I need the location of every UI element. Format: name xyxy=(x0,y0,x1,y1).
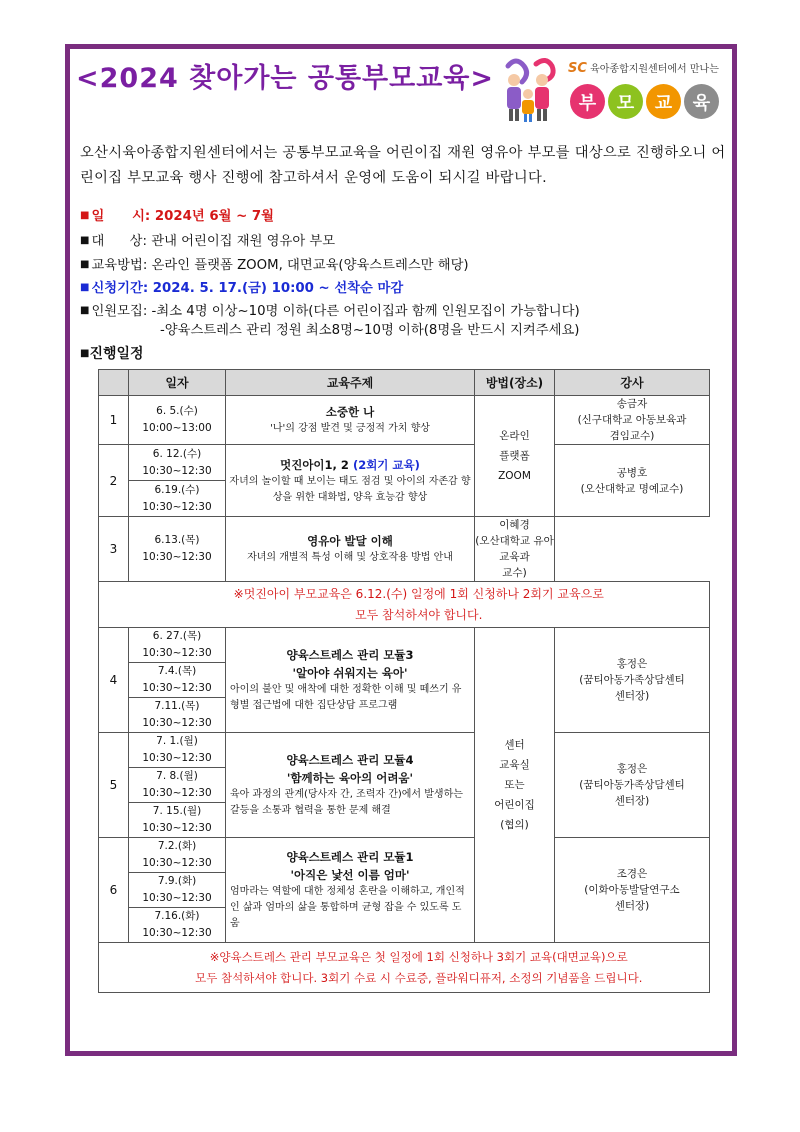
table-note-row xyxy=(99,582,710,628)
info-recruit: ■ 인원모집: -최소 4명 이상~10명 이하(다른 어린이집과 함께 인원모집이 가능합니다) xyxy=(80,304,580,319)
row-date: 7.4.(목) 10:30~12:30 xyxy=(129,663,226,698)
table-header-row xyxy=(99,370,710,396)
logo-char: 육 xyxy=(684,84,719,119)
row-date: 6. 5.(수) 10:00~13:00 xyxy=(129,396,226,445)
header-topic: 교육주제 xyxy=(226,370,475,396)
bullet-square-icon: ■ xyxy=(80,210,90,221)
row-instructor: 홍정은 (꿈티아동가족상담센티 센터장) xyxy=(555,733,710,838)
logo-caption-text: 육아종합지원센터에서 만나는 xyxy=(590,64,719,75)
table-row xyxy=(99,445,710,481)
logo-char: 모 xyxy=(608,84,643,119)
row-date: 7. 15.(월) 10:30~12:30 xyxy=(129,803,226,838)
row-number: 4 xyxy=(99,628,129,733)
table-row xyxy=(99,517,710,582)
row-instructor: 홍정은 (꿈티아동가족상담센티 센터장) xyxy=(555,628,710,733)
intro-paragraph: 오산시육아종합지원센터에서는 공통부모교육을 어린이집 재원 영유아 부모를 대상으로 진행하오니 어린이집 부모교육 행사 진행에 참고하셔서 운영에 도움이 되시길 바랍니다. xyxy=(80,145,726,186)
row-topic: 영유아 발달 이해 자녀의 개별적 특성 이해 및 상호작용 방법 안내 xyxy=(226,517,475,582)
bullet-square-icon: ■ xyxy=(80,259,90,270)
row-number: 6 xyxy=(99,838,129,943)
row-number: 2 xyxy=(99,445,129,517)
row-date: 6. 27.(목) 10:30~12:30 xyxy=(129,628,226,663)
table-row xyxy=(99,628,710,663)
row-number: 5 xyxy=(99,733,129,838)
row-topic: 양육스트레스 관리 모듈4 '함께하는 육아의 어려움' 육아 과정의 관계(당사자 간, 조력자 간)에서 발생하는 갈등을 소통과 협력을 통한 문제 해결 xyxy=(226,733,475,838)
logo-char: 교 xyxy=(646,84,681,119)
row-number: 1 xyxy=(99,396,129,445)
header-instructor: 강사 xyxy=(555,370,710,396)
header-no xyxy=(99,370,129,396)
schedule-table xyxy=(98,369,710,993)
table-row xyxy=(99,838,710,873)
bullet-square-icon: ■ xyxy=(80,282,90,293)
row-instructor: 이혜경 (오산대학교 유아교육과 교수) xyxy=(475,517,555,582)
row-date: 7.2.(화) 10:30~12:30 xyxy=(129,838,226,873)
row-date: 7.11.(목) 10:30~12:30 xyxy=(129,698,226,733)
table-row xyxy=(99,733,710,768)
info-target: ■ 대 상: 관내 어린이집 재원 영유아 부모 xyxy=(80,234,336,249)
note-nice-child: ※멋진아이 부모교육은 6.12.(수) 일정에 1회 신청하나 2회기 교육으로 모두 참석하셔야 합니다. xyxy=(129,582,710,628)
row-date: 7.9.(화) 10:30~12:30 xyxy=(129,873,226,908)
note-stress-management: ※양육스트레스 관리 부모교육은 첫 일정에 1회 신청하나 3회기 교육(대면교육)으로 모두 참석하셔야 합니다. 3회기 수료 시 수료증, 플라워디퓨저, 소정의 기념품을 드립니다. xyxy=(129,943,710,993)
header-method: 방법(장소) xyxy=(475,370,555,396)
bullet-square-icon: ■ xyxy=(80,348,90,359)
logo-char: 부 xyxy=(570,84,605,119)
table-note-row xyxy=(99,943,710,993)
bullet-square-icon: ■ xyxy=(80,305,90,316)
row-date: 6.19.(수) 10:30~12:30 xyxy=(129,481,226,517)
row-date: 7.16.(화) 10:30~12:30 xyxy=(129,908,226,943)
page-title: <2024 찾아가는 공통부모교육> xyxy=(76,63,495,94)
row-topic: 소중한 나 '나'의 강점 발견 및 긍정적 가치 향상 xyxy=(226,396,475,445)
row-number: 3 xyxy=(99,517,129,582)
table-row xyxy=(99,396,710,445)
row-instructor: 송금자 (신구대학교 아동보육과 겸임교수) xyxy=(555,396,710,445)
method-online: 온라인 플랫폼 ZOOM xyxy=(475,396,555,517)
row-date: 6. 12.(수) 10:30~12:30 xyxy=(129,445,226,481)
info-apply-period: ■ 신청기간: 2024. 5. 17.(금) 10:00 ~ 선착순 마감 xyxy=(80,281,404,296)
row-topic: 양육스트레스 관리 모듈1 '아직은 낯선 이름 엄마' 엄마라는 역할에 대한 정체성 혼란을 이해하고, 개인적인 삶과 엄마의 삶을 통합하며 균형 잡을 수 있도록 도움 xyxy=(226,838,475,943)
row-instructor: 조경은 (이화아동발달연구소 센터장) xyxy=(555,838,710,943)
method-offline: 센터 교육실 또는 어린이집 (협의) xyxy=(475,628,555,943)
schedule-heading: ■진행일정 xyxy=(80,346,144,362)
logo-caption xyxy=(568,60,738,76)
row-topic: 양육스트레스 관리 모듈3 '알아야 쉬워지는 육아' 아이의 불안 및 애착에 대한 정확한 이해 및 떼쓰기 유형별 접근법에 대한 집단상담 프로그램 xyxy=(226,628,475,733)
row-instructor: 공병호 (오산대학교 명예교수) xyxy=(555,445,710,517)
row-date: 6.13.(목) 10:30~12:30 xyxy=(129,517,226,582)
info-method: ■ 교육방법: 온라인 플랫폼 ZOOM, 대면교육(양육스트레스만 해당) xyxy=(80,258,469,273)
row-date: 7. 8.(월) 10:30~12:30 xyxy=(129,768,226,803)
row-topic: 멋진아이1, 2 (2회기 교육) 자녀의 놀이할 때 보이는 태도 점검 및 아이의 자존감 향상을 위한 대화법, 양육 효능감 향상 xyxy=(226,445,475,517)
info-date: ■ 일 시: 2024년 6월 ~ 7월 xyxy=(80,209,274,224)
info-recruit-stress: -양육스트레스 관리 정원 최소8명~10명 이하(8명을 반드시 지켜주세요) xyxy=(160,323,580,338)
family-illustration-icon xyxy=(494,52,564,124)
logo-sc-mark: SC xyxy=(568,61,587,76)
logo-parent-education xyxy=(570,84,719,119)
row-date: 7. 1.(월) 10:30~12:30 xyxy=(129,733,226,768)
bullet-square-icon: ■ xyxy=(80,235,90,246)
header-date: 일자 xyxy=(129,370,226,396)
